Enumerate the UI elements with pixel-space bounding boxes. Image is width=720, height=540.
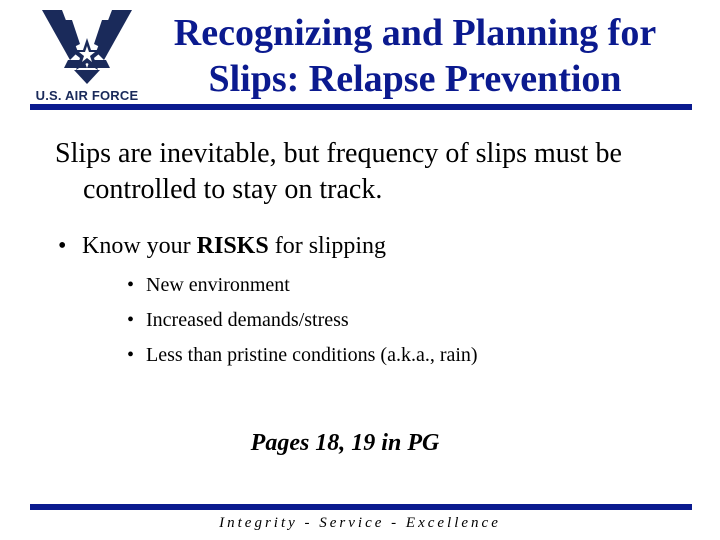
bullet-prefix: Know your <box>82 233 197 259</box>
air-force-logo <box>28 8 146 104</box>
bullet-risks <box>58 230 386 262</box>
intro-paragraph: Slips are inevitable, but frequency of slips must be controlled to stay on track. <box>55 138 622 205</box>
title-line-1: Recognizing and Planning for <box>173 12 657 54</box>
bullet-dot: • <box>127 344 135 366</box>
top-divider <box>30 104 692 110</box>
bullet-suffix: for slipping <box>268 233 387 259</box>
bullet-emphasis: RISKS <box>196 233 269 259</box>
list-item-text: Increased demands/stress <box>146 309 349 331</box>
list-item <box>127 338 478 373</box>
bullet-dot: • <box>127 274 135 296</box>
bottom-divider <box>30 504 692 510</box>
pages-reference: Pages 18, 19 in PG <box>250 430 440 456</box>
list-item-text: New environment <box>146 274 290 296</box>
list-item <box>127 303 478 338</box>
list-item <box>127 268 478 303</box>
logo-wordmark: U.S. AIR FORCE <box>35 88 139 103</box>
bullet-dot: • <box>127 309 135 331</box>
footer-motto: Integrity - Service - Excellence <box>219 515 501 531</box>
bullet-dot: • <box>58 233 67 259</box>
slide-title <box>130 10 700 102</box>
title-line-2: Slips: Relapse Prevention <box>208 58 622 100</box>
risk-sublist <box>127 268 478 373</box>
air-force-wings-icon <box>28 8 146 86</box>
list-item-text: Less than pristine conditions (a.k.a., rain) <box>146 344 478 366</box>
